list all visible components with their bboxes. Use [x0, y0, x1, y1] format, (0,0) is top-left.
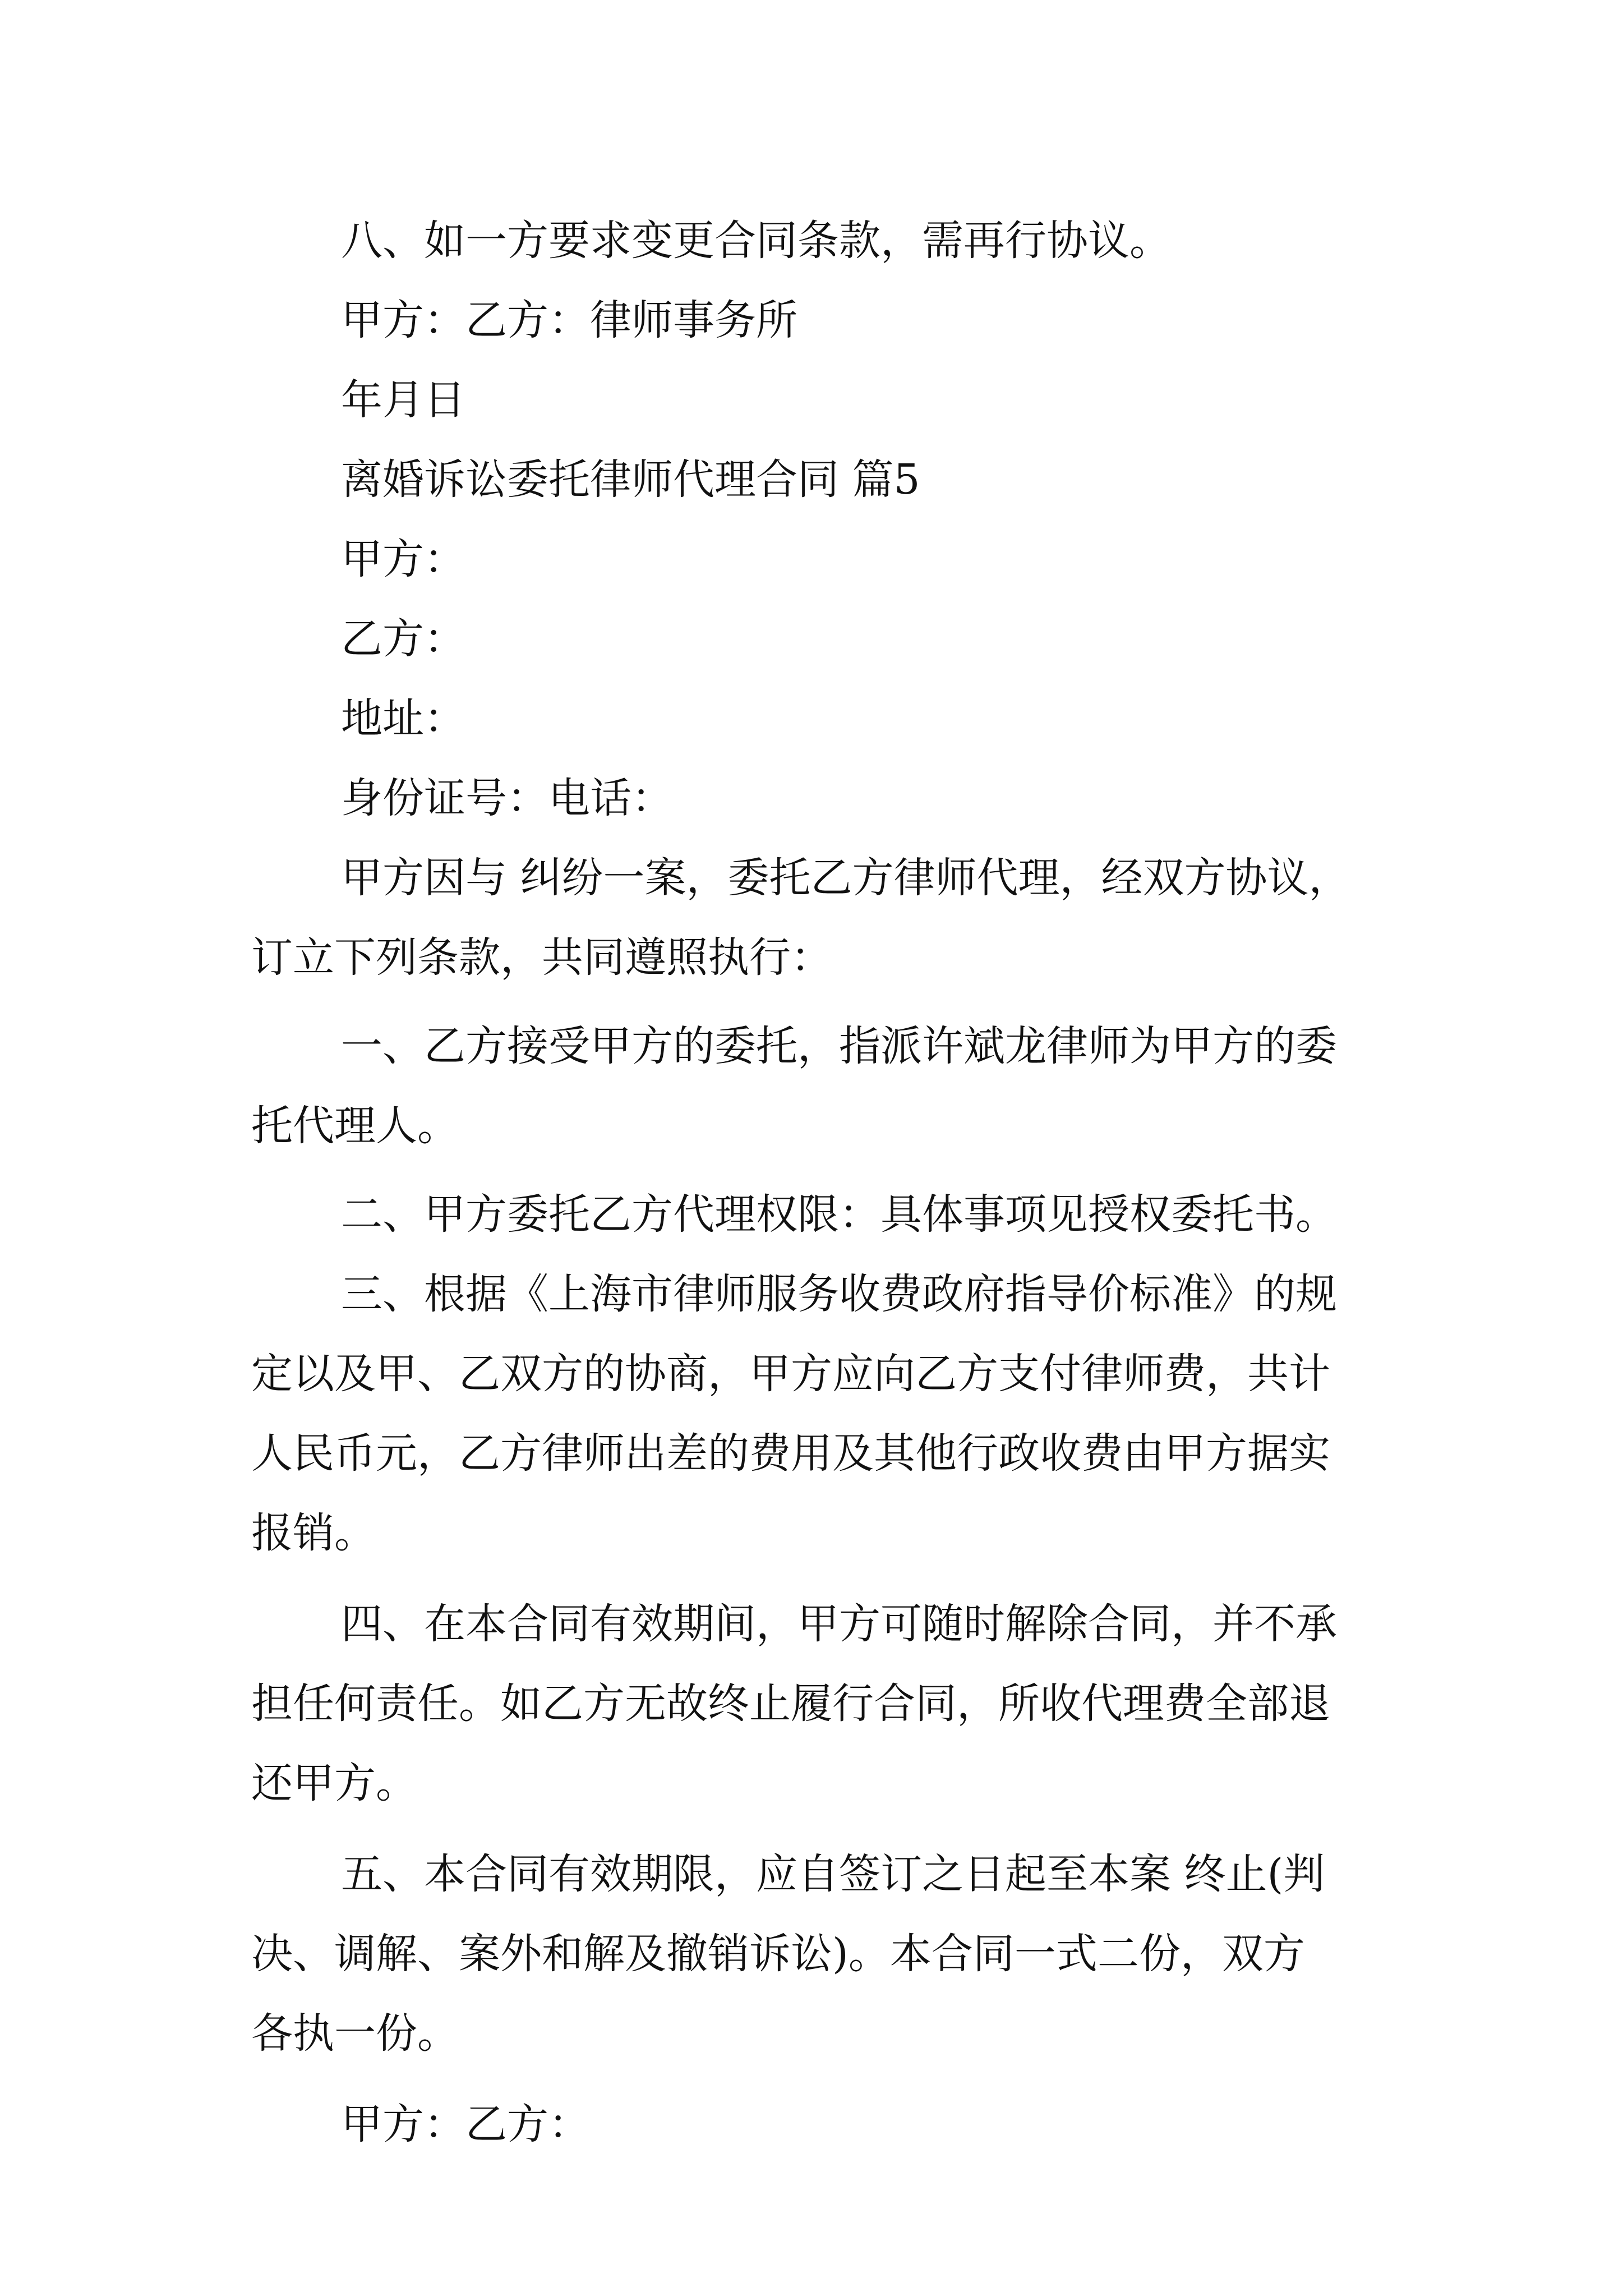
- clause-three-line-4: 报销。: [251, 1509, 376, 1557]
- address-field: 地址：: [341, 694, 465, 743]
- clause-two: 二、甲方委托乙方代理权限：具体事项见授权委托书。: [341, 1190, 1337, 1239]
- clause-five-line-2: 决、调解、案外和解及撤销诉讼)。本合同一式二份，双方: [251, 1930, 1305, 1978]
- party-a-field: 甲方：: [341, 535, 465, 583]
- clause-five-line-1: 五、本合同有效期限，应自签订之日起至本案 终止(判: [341, 1850, 1325, 1898]
- signature-line-parties: 甲方：乙方：律师事务所: [341, 296, 797, 344]
- id-phone-field: 身份证号：电话：: [341, 774, 673, 822]
- clause-four-line-2: 担任何责任。如乙方无故终止履行合同，所收代理费全部退: [251, 1680, 1330, 1728]
- section-heading: 离婚诉讼委托律师代理合同 篇5: [341, 455, 920, 504]
- document-body: [251, 201, 1390, 2164]
- clause-eight: 八、如一方要求变更合同条款，需再行协议。: [341, 217, 1171, 265]
- date-line: 年月日: [341, 376, 465, 424]
- signature-line-final: 甲方：乙方：: [341, 2100, 590, 2148]
- clause-one-line-1: 一、乙方接受甲方的委托，指派许斌龙律师为甲方的委: [341, 1022, 1337, 1070]
- party-b-field: 乙方：: [341, 615, 465, 663]
- intro-paragraph-line-1: 甲方因与 纠纷一案，委托乙方律师代理，经双方协议，: [341, 854, 1350, 902]
- clause-three-line-2: 定以及甲、乙双方的协商，甲方应向乙方支付律师费，共计: [251, 1350, 1330, 1398]
- clause-one-line-2: 托代理人。: [251, 1102, 459, 1150]
- clause-five-line-3: 各执一份。: [251, 2009, 459, 2058]
- clause-four-line-3: 还甲方。: [251, 1759, 417, 1807]
- clause-three-line-1: 三、根据《上海市律师服务收费政府指导价标准》的规: [341, 1270, 1337, 1318]
- clause-four-line-1: 四、在本合同有效期间，甲方可随时解除合同，并不承: [341, 1600, 1337, 1648]
- clause-three-line-3: 人民币元，乙方律师出差的费用及其他行政收费由甲方据实: [251, 1429, 1330, 1478]
- intro-paragraph-line-2: 订立下列条款，共同遵照执行：: [251, 933, 832, 982]
